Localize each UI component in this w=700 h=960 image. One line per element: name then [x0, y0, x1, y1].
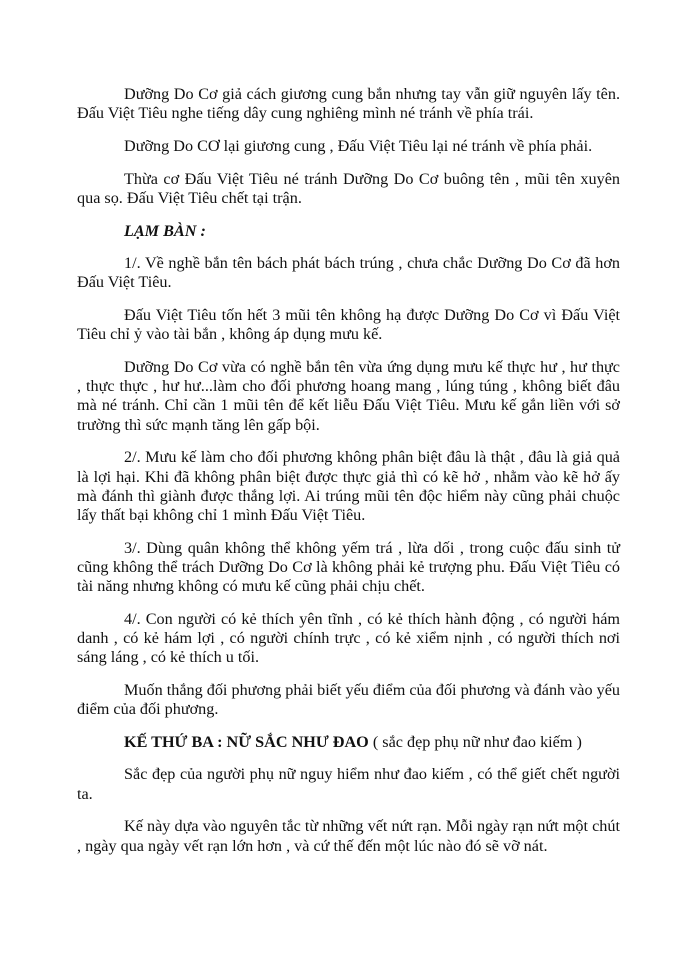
- commentary-paragraph: Muốn thắng đối phương phải biết yếu điểm của đối phương và đánh vào yếu điểm của đối phương.: [77, 680, 620, 719]
- commentary-paragraph: 2/. Mưu kế làm cho đối phương không phân biệt đâu là thật , đâu là giả quả là lợi hại. Khi đã không phân biệt được thực giả thì có kẽ hở , nhằm vào kẽ hở ấy mà đánh thì giành được thắng lợi. Ai trúng mũi tên độc hiểm này cũng phải chuộc lấy thất bại không chỉ 1 mình Đấu Việt Tiêu.: [77, 448, 620, 524]
- commentary-paragraph: 4/. Con người có kẻ thích yên tĩnh , có kẻ thích hành động , có người hám danh , có kẻ hám lợi , có người chính trực , có kẻ xiểm nịnh , có người thích nơi sáng láng , có kẻ thích u tối.: [77, 609, 620, 667]
- closing-paragraph: Sắc đẹp của người phụ nữ nguy hiểm như đao kiếm , có thể giết chết người ta.: [77, 765, 620, 803]
- commentary-paragraph: 3/. Dùng quân không thể không yếm trá , lừa dối , trong cuộc đấu sinh tử cũng không thể trách Dưỡng Do Cơ là không phải kẻ trượng phu. Đấu Việt Tiêu có tài năng nhưng không có mưu kế cũng phải chịu chết.: [77, 538, 620, 596]
- closing-paragraph: Kế này dựa vào nguyên tắc từ những vết nứt rạn. Mỗi ngày rạn nứt một chút , ngày qua ngày vết rạn lớn hơn , và cứ thế đến một lúc nào đó sẽ vỡ nát.: [77, 817, 620, 855]
- section-heading: LẠM BÀN :: [124, 221, 206, 240]
- stratagem-title-bold: KẾ THỨ BA : NỮ SẮC NHƯ ĐAO: [124, 732, 369, 751]
- story-paragraph: Thừa cơ Đấu Việt Tiêu né tránh Dưỡng Do Cơ buông tên , mũi tên xuyên qua sọ. Đấu Việt Tiêu chết tại trận.: [77, 169, 620, 207]
- stratagem-title: [77, 733, 620, 752]
- stratagem-title-note: ( sắc đẹp phụ nữ như đao kiếm ): [368, 732, 582, 751]
- story-paragraph: Dưỡng Do Cơ giả cách giương cung bắn nhưng tay vẫn giữ nguyên lấy tên. Đấu Việt Tiêu nghe tiếng dây cung nghiêng mình né tránh về phía trái.: [77, 85, 620, 123]
- commentary-paragraph: Đấu Việt Tiêu tốn hết 3 mũi tên không hạ được Dưỡng Do Cơ vì Đấu Việt Tiêu chỉ ỷ vào tài bắn , không áp dụng mưu kế.: [77, 306, 620, 344]
- commentary-paragraph: 1/. Về nghề bắn tên bách phát bách trúng , chưa chắc Dưỡng Do Cơ đã hơn Đấu Việt Tiêu.: [77, 254, 620, 292]
- story-paragraph: Dưỡng Do CƠ lại giương cung , Đấu Việt Tiêu lại né tránh về phía phải.: [124, 136, 593, 155]
- document-page: [77, 85, 620, 869]
- commentary-paragraph: Dưỡng Do Cơ vừa có nghề bắn tên vừa ứng dụng mưu kế thực hư , hư thực , thực thực , hư hư...làm cho đối phương hoang mang , lúng túng , không biết đâu mà né tránh. Chỉ cần 1 mũi tên để kết liễu Đấu Việt Tiêu. Mưu kế gắn liền với sở trường thì sức mạnh tăng lên gấp bội.: [77, 358, 620, 434]
